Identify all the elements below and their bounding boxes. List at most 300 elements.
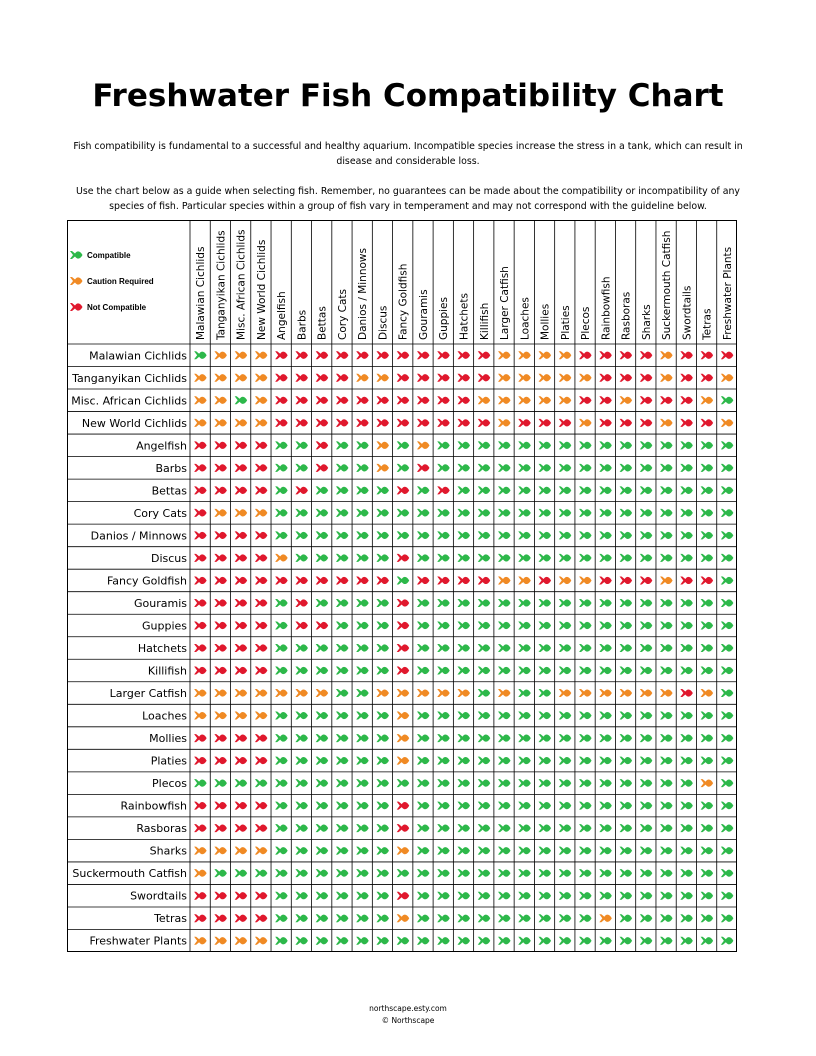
compat-fish-icon xyxy=(640,937,653,945)
compat-fish-icon xyxy=(478,396,491,404)
compat-fish-icon xyxy=(701,869,714,877)
compat-fish-icon xyxy=(599,644,612,652)
compat-fish-icon xyxy=(376,351,389,359)
compat-fish-icon xyxy=(660,667,673,675)
compat-fish-icon xyxy=(559,554,572,562)
compat-fish-icon xyxy=(559,802,572,810)
compat-fish-icon xyxy=(316,824,329,832)
compat-fish-icon xyxy=(437,667,450,675)
compat-fish-icon xyxy=(680,644,693,652)
compat-fish-icon xyxy=(437,802,450,810)
row-label: Larger Catfish xyxy=(109,687,187,701)
compat-fish-icon xyxy=(599,667,612,675)
compat-fish-icon xyxy=(194,554,207,562)
compat-fish-icon xyxy=(214,779,227,787)
compat-fish-icon xyxy=(701,576,714,584)
compat-fish-icon xyxy=(255,531,268,539)
compat-fish-icon xyxy=(376,621,389,629)
compat-fish-icon xyxy=(478,599,491,607)
legend-label: Not Compatible xyxy=(87,303,147,312)
compat-fish-icon xyxy=(620,869,633,877)
column-header: Bettas xyxy=(316,306,329,340)
compat-fish-icon xyxy=(539,847,552,855)
compat-fish-icon xyxy=(518,712,531,720)
compat-fish-icon xyxy=(437,824,450,832)
compat-fish-icon xyxy=(579,779,592,787)
compat-fish-icon xyxy=(235,914,248,922)
compat-fish-icon xyxy=(255,441,268,449)
compat-fish-icon xyxy=(356,531,369,539)
compat-fish-icon xyxy=(620,892,633,900)
compat-fish-icon xyxy=(275,757,288,765)
compat-fish-icon xyxy=(539,869,552,877)
compat-fish-icon xyxy=(478,374,491,382)
column-header: Danios / Minnows xyxy=(357,248,370,340)
compat-fish-icon xyxy=(214,419,227,427)
compat-fish-icon xyxy=(437,531,450,539)
compat-fish-icon xyxy=(680,869,693,877)
compat-fish-icon xyxy=(518,486,531,494)
compat-fish-icon xyxy=(620,509,633,517)
compat-fish-icon xyxy=(275,869,288,877)
compat-fish-icon xyxy=(255,734,268,742)
compat-fish-icon xyxy=(336,441,349,449)
compat-fish-icon xyxy=(599,779,612,787)
compat-fish-icon xyxy=(417,824,430,832)
compat-fish-icon xyxy=(559,644,572,652)
compat-fish-icon xyxy=(417,621,430,629)
compat-fish-icon xyxy=(376,396,389,404)
compat-fish-icon xyxy=(559,509,572,517)
compat-fish-icon xyxy=(417,531,430,539)
compat-fish-icon xyxy=(437,937,450,945)
compat-fish-icon xyxy=(316,396,329,404)
compat-fish-icon xyxy=(559,757,572,765)
compat-fish-icon xyxy=(701,802,714,810)
compat-fish-icon xyxy=(559,621,572,629)
compat-fish-icon xyxy=(255,824,268,832)
compat-fish-icon xyxy=(417,689,430,697)
compat-fish-icon xyxy=(458,712,471,720)
compat-fish-icon xyxy=(721,554,734,562)
compat-fish-icon xyxy=(579,509,592,517)
compat-fish-icon xyxy=(458,419,471,427)
compat-fish-icon xyxy=(194,486,207,494)
compat-fish-icon xyxy=(640,892,653,900)
compat-fish-icon xyxy=(620,847,633,855)
compat-fish-icon xyxy=(235,892,248,900)
column-header: Misc. African Cichlids xyxy=(235,229,248,340)
compat-fish-icon xyxy=(518,396,531,404)
compat-fish-icon xyxy=(356,892,369,900)
compat-fish-icon xyxy=(721,869,734,877)
compat-fish-icon xyxy=(640,779,653,787)
compat-fish-icon xyxy=(701,374,714,382)
compat-fish-icon xyxy=(579,937,592,945)
compat-fish-icon xyxy=(397,486,410,494)
compat-fish-icon xyxy=(356,464,369,472)
compat-fish-icon xyxy=(397,734,410,742)
compat-fish-icon xyxy=(680,802,693,810)
compat-fish-icon xyxy=(701,644,714,652)
compat-fish-icon xyxy=(356,937,369,945)
compat-fish-icon xyxy=(437,599,450,607)
compat-fish-icon xyxy=(255,374,268,382)
compat-fish-icon xyxy=(437,576,450,584)
compat-fish-icon xyxy=(214,509,227,517)
compat-fish-icon xyxy=(397,419,410,427)
intro-paragraph: Fish compatibility is fundamental to a successful and healthy aquarium. Incompatible species increase the stress in a tank, which can result in disease and considerable loss. xyxy=(73,141,743,167)
compat-fish-icon xyxy=(458,531,471,539)
compat-fish-icon xyxy=(316,509,329,517)
compat-fish-icon xyxy=(336,644,349,652)
compat-fish-icon xyxy=(701,554,714,562)
compat-fish-icon xyxy=(620,824,633,832)
compat-fish-icon xyxy=(640,644,653,652)
compat-fish-icon xyxy=(680,576,693,584)
compat-fish-icon xyxy=(336,396,349,404)
compat-fish-icon xyxy=(336,937,349,945)
compat-fish-icon xyxy=(214,464,227,472)
compat-fish-icon xyxy=(498,531,511,539)
compat-fish-icon xyxy=(498,757,511,765)
compat-fish-icon xyxy=(640,734,653,742)
compat-fish-icon xyxy=(255,667,268,675)
compat-fish-icon xyxy=(417,644,430,652)
compat-fish-icon xyxy=(559,464,572,472)
compat-fish-icon xyxy=(458,486,471,494)
compat-fish-icon xyxy=(235,712,248,720)
compat-fish-icon xyxy=(397,531,410,539)
compat-fish-icon xyxy=(599,869,612,877)
compat-fish-icon xyxy=(539,554,552,562)
compat-fish-icon xyxy=(194,396,207,404)
compat-fish-icon xyxy=(539,802,552,810)
compat-fish-icon xyxy=(214,644,227,652)
compat-fish-icon xyxy=(620,802,633,810)
compat-fish-icon xyxy=(640,667,653,675)
compat-fish-icon xyxy=(599,531,612,539)
compat-fish-icon xyxy=(316,531,329,539)
compat-fish-icon xyxy=(397,712,410,720)
compat-fish-icon xyxy=(194,712,207,720)
compat-fish-icon xyxy=(518,351,531,359)
compat-fish-icon xyxy=(539,486,552,494)
compat-fish-icon xyxy=(539,937,552,945)
compat-fish-icon xyxy=(356,779,369,787)
compat-fish-icon xyxy=(498,802,511,810)
compat-fish-icon xyxy=(518,689,531,697)
compat-fish-icon xyxy=(255,419,268,427)
compat-fish-icon xyxy=(275,734,288,742)
compat-fish-icon xyxy=(275,599,288,607)
compat-fish-icon xyxy=(620,464,633,472)
compat-fish-icon xyxy=(721,599,734,607)
compat-fish-icon xyxy=(458,396,471,404)
compat-fish-icon xyxy=(417,441,430,449)
compat-fish-icon xyxy=(660,914,673,922)
compat-fish-icon xyxy=(640,869,653,877)
compat-fish-icon xyxy=(376,779,389,787)
compat-fish-icon xyxy=(620,441,633,449)
compat-fish-icon xyxy=(255,644,268,652)
compat-fish-icon xyxy=(518,914,531,922)
column-header: Platies xyxy=(559,305,572,340)
compat-fish-icon xyxy=(620,667,633,675)
compat-fish-icon xyxy=(255,914,268,922)
compat-fish-icon xyxy=(437,892,450,900)
compat-fish-icon xyxy=(518,554,531,562)
compat-fish-icon xyxy=(458,644,471,652)
compat-fish-icon xyxy=(559,531,572,539)
compat-fish-icon xyxy=(417,419,430,427)
compat-fish-icon xyxy=(680,554,693,562)
compat-fish-icon xyxy=(701,441,714,449)
column-header: Killifish xyxy=(478,302,491,340)
compat-fish-icon xyxy=(356,712,369,720)
row-label: Hatchets xyxy=(137,642,187,655)
compat-fish-icon xyxy=(214,757,227,765)
compat-fish-icon xyxy=(620,734,633,742)
legend-fish-icon xyxy=(70,303,83,311)
compat-fish-icon xyxy=(478,892,491,900)
compat-fish-icon xyxy=(721,779,734,787)
column-header: Cory Cats xyxy=(336,289,349,340)
compat-fish-icon xyxy=(478,712,491,720)
compat-fish-icon xyxy=(316,351,329,359)
compat-fish-icon xyxy=(235,531,248,539)
compat-fish-icon xyxy=(295,734,308,742)
compat-fish-icon xyxy=(579,892,592,900)
compat-fish-icon xyxy=(316,914,329,922)
compat-fish-icon xyxy=(295,644,308,652)
compat-fish-icon xyxy=(376,937,389,945)
compat-fish-icon xyxy=(721,396,734,404)
compat-fish-icon xyxy=(316,847,329,855)
compat-fish-icon xyxy=(417,667,430,675)
compat-fish-icon xyxy=(498,892,511,900)
compat-fish-icon xyxy=(579,712,592,720)
compat-fish-icon xyxy=(295,937,308,945)
compat-fish-icon xyxy=(376,554,389,562)
compat-fish-icon xyxy=(356,914,369,922)
compat-fish-icon xyxy=(579,486,592,494)
compat-fish-icon xyxy=(235,779,248,787)
row-label: Freshwater Plants xyxy=(89,934,187,948)
compat-fish-icon xyxy=(539,464,552,472)
compat-fish-icon xyxy=(721,689,734,697)
row-label: Discus xyxy=(150,551,187,565)
compat-fish-icon xyxy=(660,802,673,810)
compat-fish-icon xyxy=(397,374,410,382)
compat-fish-icon xyxy=(478,464,491,472)
compat-fish-icon xyxy=(417,486,430,494)
compat-fish-icon xyxy=(336,847,349,855)
compat-fish-icon xyxy=(458,554,471,562)
compat-fish-icon xyxy=(680,531,693,539)
compat-fish-icon xyxy=(235,757,248,765)
compat-fish-icon xyxy=(437,734,450,742)
compat-fish-icon xyxy=(356,419,369,427)
column-header: Tetras xyxy=(701,308,714,340)
compat-fish-icon xyxy=(295,576,308,584)
compat-fish-icon xyxy=(235,441,248,449)
compat-fish-icon xyxy=(478,802,491,810)
compat-fish-icon xyxy=(680,464,693,472)
compat-fish-icon xyxy=(539,351,552,359)
compat-fish-icon xyxy=(701,847,714,855)
compat-fish-icon xyxy=(478,667,491,675)
compat-fish-icon xyxy=(660,734,673,742)
compat-fish-icon xyxy=(721,667,734,675)
compat-fish-icon xyxy=(478,779,491,787)
compat-fish-icon xyxy=(316,644,329,652)
compat-fish-icon xyxy=(640,847,653,855)
compat-fish-icon xyxy=(397,802,410,810)
compat-fish-icon xyxy=(356,847,369,855)
compat-fish-icon xyxy=(478,734,491,742)
column-header: Sharks xyxy=(640,304,653,340)
compat-fish-icon xyxy=(721,351,734,359)
compat-fish-icon xyxy=(255,486,268,494)
compat-fish-icon xyxy=(235,644,248,652)
compat-fish-icon xyxy=(235,734,248,742)
compat-fish-icon xyxy=(721,509,734,517)
compat-fish-icon xyxy=(194,509,207,517)
compat-fish-icon xyxy=(316,892,329,900)
compat-fish-icon xyxy=(235,486,248,494)
compat-fish-icon xyxy=(376,914,389,922)
compat-fish-icon xyxy=(640,689,653,697)
compat-fish-icon xyxy=(316,712,329,720)
compat-fish-icon xyxy=(518,802,531,810)
column-header: Plecos xyxy=(580,306,593,340)
compat-fish-icon xyxy=(559,576,572,584)
compat-fish-icon xyxy=(214,396,227,404)
compat-fish-icon xyxy=(214,892,227,900)
compat-fish-icon xyxy=(701,621,714,629)
compat-fish-icon xyxy=(721,892,734,900)
legend-label: Compatible xyxy=(87,251,131,260)
compat-fish-icon xyxy=(518,441,531,449)
compat-fish-icon xyxy=(701,599,714,607)
compat-fish-icon xyxy=(437,847,450,855)
compat-fish-icon xyxy=(295,779,308,787)
compat-fish-icon xyxy=(235,554,248,562)
compat-fish-icon xyxy=(478,509,491,517)
row-label: Rasboras xyxy=(136,822,187,836)
compat-fish-icon xyxy=(579,757,592,765)
compat-fish-icon xyxy=(458,374,471,382)
compat-fish-icon xyxy=(214,667,227,675)
page-title: Freshwater Fish Compatibility Chart xyxy=(92,78,724,114)
compat-fish-icon xyxy=(539,824,552,832)
compat-fish-icon xyxy=(255,554,268,562)
column-header: Discus xyxy=(377,305,390,340)
compat-fish-icon xyxy=(194,824,207,832)
compat-fish-icon xyxy=(559,351,572,359)
compat-fish-icon xyxy=(498,847,511,855)
compat-fish-icon xyxy=(518,667,531,675)
compat-fish-icon xyxy=(458,689,471,697)
compat-fish-icon xyxy=(214,441,227,449)
compat-fish-icon xyxy=(397,509,410,517)
compat-fish-icon xyxy=(640,802,653,810)
compat-fish-icon xyxy=(336,419,349,427)
compat-fish-icon xyxy=(275,712,288,720)
compat-fish-icon xyxy=(235,937,248,945)
compat-fish-icon xyxy=(235,351,248,359)
row-label: Bettas xyxy=(151,484,187,498)
compat-fish-icon xyxy=(498,396,511,404)
compat-fish-icon xyxy=(680,599,693,607)
compat-fish-icon xyxy=(255,937,268,945)
compat-fish-icon xyxy=(376,734,389,742)
compat-fish-icon xyxy=(336,824,349,832)
compat-fish-icon xyxy=(559,734,572,742)
column-header: Barbs xyxy=(296,309,309,340)
compat-fish-icon xyxy=(417,779,430,787)
compat-fish-icon xyxy=(336,734,349,742)
compat-fish-icon xyxy=(599,914,612,922)
compat-fish-icon xyxy=(660,441,673,449)
compat-fish-icon xyxy=(336,486,349,494)
compat-fish-icon xyxy=(376,531,389,539)
compat-fish-icon xyxy=(417,712,430,720)
compat-fish-icon xyxy=(498,509,511,517)
compat-fish-icon xyxy=(417,892,430,900)
compat-fish-icon xyxy=(660,464,673,472)
compat-fish-icon xyxy=(417,802,430,810)
compat-fish-icon xyxy=(458,599,471,607)
compat-fish-icon xyxy=(356,621,369,629)
compat-fish-icon xyxy=(721,464,734,472)
compat-fish-icon xyxy=(316,869,329,877)
compat-fish-icon xyxy=(316,802,329,810)
compat-fish-icon xyxy=(437,621,450,629)
compat-fish-icon xyxy=(478,937,491,945)
compat-fish-icon xyxy=(680,509,693,517)
compat-fish-icon xyxy=(458,734,471,742)
compat-fish-icon xyxy=(295,757,308,765)
compat-fish-icon xyxy=(539,374,552,382)
compat-fish-icon xyxy=(640,712,653,720)
compat-fish-icon xyxy=(559,486,572,494)
compat-fish-icon xyxy=(680,621,693,629)
compatibility-grid xyxy=(67,220,737,952)
compat-fish-icon xyxy=(458,847,471,855)
compat-fish-icon xyxy=(620,396,633,404)
compat-fish-icon xyxy=(721,644,734,652)
compat-fish-icon xyxy=(235,802,248,810)
compat-fish-icon xyxy=(417,464,430,472)
compat-fish-icon xyxy=(599,599,612,607)
compat-fish-icon xyxy=(640,621,653,629)
compat-fish-icon xyxy=(458,667,471,675)
compat-fish-icon xyxy=(478,576,491,584)
compat-fish-icon xyxy=(559,599,572,607)
compat-fish-icon xyxy=(437,712,450,720)
compat-fish-icon xyxy=(295,892,308,900)
compat-fish-icon xyxy=(498,869,511,877)
compat-fish-icon xyxy=(275,509,288,517)
row-label: Suckermouth Catfish xyxy=(72,867,187,881)
compat-fish-icon xyxy=(518,847,531,855)
compat-fish-icon xyxy=(701,531,714,539)
compat-fish-icon xyxy=(721,847,734,855)
compat-fish-icon xyxy=(539,419,552,427)
compat-fish-icon xyxy=(660,937,673,945)
